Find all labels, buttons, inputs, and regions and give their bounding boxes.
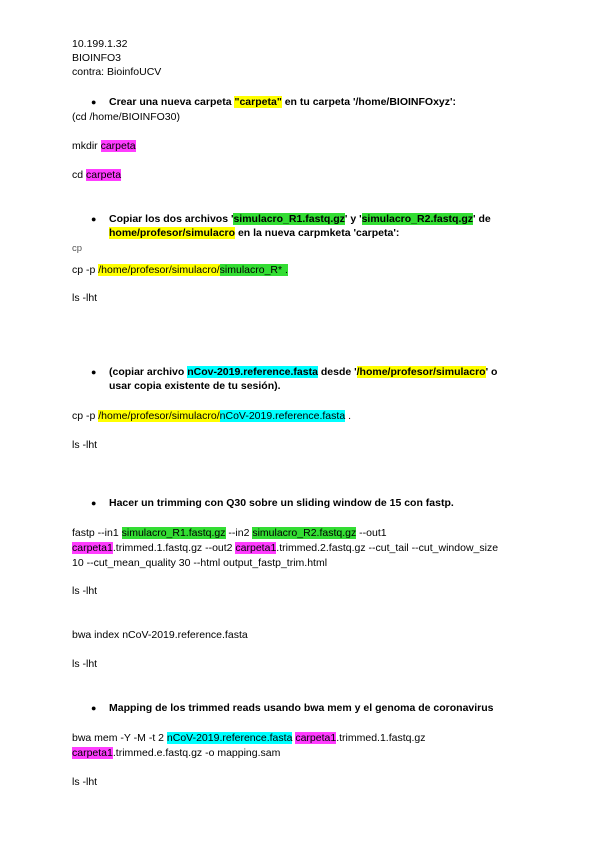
step3-cmd-path: /home/profesor/simulacro <box>98 410 217 422</box>
cmd-cd-text: cd <box>72 169 87 181</box>
step4-heading: Hacer un trimming con Q30 sobre un sliding window de 15 con fastp. <box>109 497 454 509</box>
step2-heading-line2 <box>109 227 399 240</box>
step5-cmd-line1 <box>72 732 425 745</box>
step3-cmd-cp <box>72 410 351 423</box>
step1-heading <box>109 96 456 109</box>
step3-cmd-text: cp -p <box>72 410 99 422</box>
step5-cmd-line2 <box>72 747 280 760</box>
step4-text-c: --out1 <box>356 527 387 539</box>
step2-path: home/profesor/simulacro <box>109 227 236 239</box>
step2-text-c: ' de <box>473 213 491 225</box>
step2-cmd-sep: / <box>216 264 220 276</box>
bullet-step5: ● <box>91 703 97 713</box>
step2-cmd-file: simulacro_R* . <box>219 264 288 276</box>
step3-ls: ls -lht <box>72 439 98 451</box>
bullet-step1: ● <box>91 97 97 107</box>
step2-file1: simulacro_R1.fastq.gz <box>233 213 345 225</box>
step4-r2: simulacro_R2.fastq.gz <box>252 527 357 539</box>
step2-ls: ls -lht <box>72 292 98 304</box>
step1-heading-suffix: en tu carpeta '/home/BIOINFOxyz': <box>281 96 456 108</box>
step5-carpeta-2: carpeta1 <box>72 747 113 759</box>
step2-cmd-path: /home/profesor/simulacro <box>98 264 217 276</box>
bullet-step2: ● <box>91 214 97 224</box>
step3-text-a: (copiar archivo <box>109 366 188 378</box>
step3-file: nCov-2019.reference.fasta <box>187 366 318 378</box>
step1-note: (cd /home/BIOINFO30) <box>72 111 180 123</box>
step5-ls: ls -lht <box>72 776 98 788</box>
step3-cmd-file: nCoV-2019.reference.fasta <box>219 410 346 422</box>
step2-file2: simulacro_R2.fastq.gz <box>361 213 474 225</box>
step4-r1: simulacro_R1.fastq.gz <box>121 527 226 539</box>
header-ip: 10.199.1.32 <box>72 38 128 50</box>
step4-text-b: --in2 <box>225 527 253 539</box>
header-password: contra: BioinfoUCV <box>72 66 162 78</box>
cmd-mkdir-text: mkdir <box>72 140 101 152</box>
step4-ls: ls -lht <box>72 585 98 597</box>
step3-cmd-sep: / <box>216 410 220 422</box>
cmd-mkdir-arg: carpeta <box>100 140 136 152</box>
step1-cmd-cd <box>72 169 121 182</box>
step2-text-d: en la nueva carpmketa 'carpeta': <box>235 227 400 239</box>
step3-heading-line2: usar copia existente de tu sesión). <box>109 380 281 392</box>
step4-text-d: .trimmed.1.fastq.gz --out2 <box>112 542 236 554</box>
step5-text-a: bwa mem -Y -M -t 2 <box>72 732 167 744</box>
step2-cp-label: cp <box>72 243 83 254</box>
step5-text-d: .trimmed.e.fastq.gz -o mapping.sam <box>112 747 281 759</box>
step4-text-e: .trimmed.2.fastq.gz --cut_tail --cut_window_size <box>276 542 499 554</box>
step3-heading-line1 <box>109 366 497 379</box>
step3-path: /home/profesor/simulacro <box>356 366 486 378</box>
step1-folder: "carpeta" <box>234 96 282 108</box>
step2-cmd-cp <box>72 264 288 277</box>
step3-text-c: ' o <box>485 366 498 378</box>
bwa-index-ls: ls -lht <box>72 658 98 670</box>
step5-ref: nCoV-2019.reference.fasta <box>166 732 293 744</box>
step5-carpeta-1: carpeta1 <box>295 732 337 744</box>
step4-cmd-line1 <box>72 527 387 540</box>
step5-text-c: .trimmed.1.fastq.gz <box>336 732 426 744</box>
step4-cmd-line2 <box>72 542 498 555</box>
cmd-cd-arg: carpeta <box>86 169 122 181</box>
step2-cmd-text: cp -p <box>72 264 99 276</box>
step3-text-b: desde ' <box>317 366 357 378</box>
step2-text-b: ' y ' <box>344 213 362 225</box>
step4-cmd-line3: 10 --cut_mean_quality 30 --html output_fastp_trim.html <box>72 557 328 569</box>
step2-text-a: Copiar los dos archivos ' <box>109 213 234 225</box>
step4-carpeta-out2: carpeta1 <box>235 542 277 554</box>
bullet-step4: ● <box>91 498 97 508</box>
step2-heading-line1 <box>109 213 491 226</box>
step1-cmd-mkdir <box>72 140 136 153</box>
step5-heading: Mapping de los trimmed reads usando bwa mem y el genoma de coronavirus <box>109 702 494 714</box>
step4-text-a: fastp --in1 <box>72 527 122 539</box>
bwa-index-cmd: bwa index nCoV-2019.reference.fasta <box>72 629 248 641</box>
step4-carpeta-out1: carpeta1 <box>72 542 113 554</box>
bullet-step3: ● <box>91 367 97 377</box>
step1-heading-text: Crear una nueva carpeta <box>109 96 235 108</box>
step3-cmd-post: . <box>345 410 351 422</box>
header-user: BIOINFO3 <box>72 52 122 64</box>
